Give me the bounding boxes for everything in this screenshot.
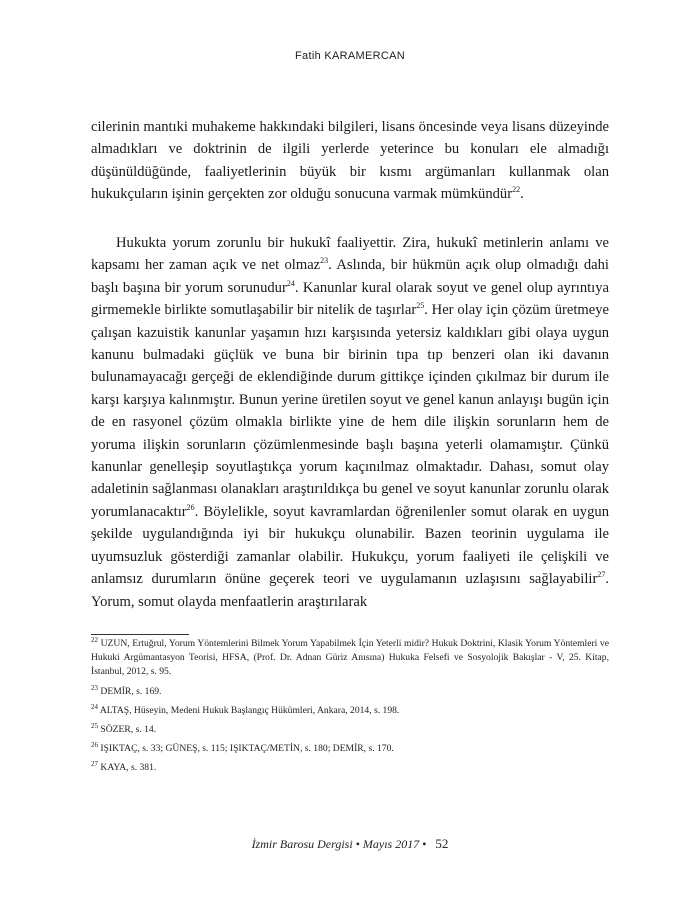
paragraph-2-sentence-1: Hukukta yorum zorunlu bir hukukî faaliyettir. Zira, hukukî metinlerin anlamı ve kapsamı her zaman açık ve net olmaz — [91, 235, 609, 274]
footnote-number: 26 — [91, 741, 98, 750]
footnote-text: IŞIKTAÇ, s. 33; GÜNEŞ, s. 115; IŞIKTAÇ/METİN, s. 180; DEMİR, s. 170. — [100, 743, 394, 755]
footnotes — [91, 637, 609, 781]
footnote-27 — [91, 761, 609, 775]
footer-separator: • — [355, 837, 360, 851]
page-footer — [0, 836, 700, 852]
footnote-divider — [91, 634, 189, 635]
footnote-ref-26[interactable]: 26 — [186, 503, 195, 513]
footnote-number: 23 — [91, 683, 98, 692]
footer-journal: İzmir Barosu Dergisi — [251, 837, 353, 851]
footnote-text: UZUN, Ertuğrul, Yorum Yöntemlerini Bilmek Yorum Yapabilmek İçin Yeterli midir? Hukuk Doktrini, Klasik Yorum Yöntemleri ve Hukuki Argümantasyon Teorisi, HFSA, (Prof. Dr. Adnan Güriz Anısına) Hukuka Felsefi ve Sosyolojik Bakışlar - V, 25. Kitap, İstanbul, 2012, s. 95. — [91, 638, 609, 678]
paragraph-2-sentence-4: . Her olay için çözüm üretmeye çalışan kazuistik kanunlar yaşamın hızı karşısında yetersiz kaldıkları gibi olaya uygun kanunu bulmadaki güçlük ve buna bir birinin tıpa tıp benzeri olan iki davanın bulunamayacağı gerçeği de eklendiğinde durum gittikçe içinden çıkılmaz bir durum ile karşı karşıya kalınmıştır. Bunun yerine üretilen soyut ve genel kanun anlayışı bugün için de en rasyonel çözüm olmakla birlikte yine de hem dile ilişkin sorunların hem de yoruma ilişkin sorunların çözümlenmesinde başlı başına yeterli olamamıştır. Çünkü kanunlar genelleşip soyutlaştıkça yorum kaçınılmaz olmaktadır. Dahası, somut olay adaletinin sağlanması olanakları araştırıldıkça bu genel ve soyut kanunlar zorunlu olarak yorumlanacaktır — [91, 302, 609, 520]
paragraph-2-sentence-3: . Kanunlar kural olarak soyut ve genel olup ayrıntıya girmemekle birlikte somutlaşabilir bir nitelik de taşırlar — [91, 279, 609, 319]
footnote-text: KAYA, s. 381. — [100, 762, 157, 774]
header-author: Fatih KARAMERCAN — [295, 50, 405, 62]
page-number: 52 — [435, 836, 449, 851]
paragraph-2-sentence-5: . Böylelikle, soyut kavramlardan öğrenilenler somut olarak en uygun şekilde uygulandığında iyi bir hukukçu olunabilir. Bazen teorinin uygulama ile uyumsuzluk gösterdiği zamanlar olabilir. Hukukçu, yorum faaliyeti ile çelişkili ve anlamsız durumların önüne geçerek teori ve uygulamanın uzlaşısını sağlayabilir — [91, 503, 609, 588]
footnote-22 — [91, 637, 609, 680]
footnote-number: 25 — [91, 721, 98, 730]
footnote-number: 27 — [91, 760, 98, 769]
footer-separator: • — [422, 837, 427, 851]
footnote-ref-22[interactable]: 22 — [512, 185, 521, 195]
footnote-25 — [91, 723, 609, 737]
footer-issue: Mayıs 2017 — [362, 837, 420, 851]
paragraph-1 — [91, 116, 609, 206]
footnote-ref-24[interactable]: 24 — [286, 278, 295, 288]
footnote-text: SÖZER, s. 14. — [100, 724, 157, 736]
footnote-ref-27[interactable]: 27 — [597, 570, 606, 580]
footnote-number: 22 — [91, 635, 98, 644]
paragraph-2-sentence-6: . Yorum, somut olayda menfaatlerin araştırılarak — [91, 571, 609, 610]
paragraph-2 — [91, 232, 609, 613]
footnote-text: DEMİR, s. 169. — [100, 685, 162, 697]
footnote-text: ALTAŞ, Hüseyin, Medeni Hukuk Başlangıç Hükümleri, Ankara, 2014, s. 198. — [99, 704, 400, 716]
paragraph-1-text: cilerinin mantıki muhakeme hakkındaki bilgileri, lisans öncesinde veya lisans düzeyinde almadıkları ve doktrinin de ilgili yerlerde yeterince bu konuları ele almadığı düşünüldüğünde, faaliyetlerinin büyük bir kısmı argümanları kullanmak olan hukukçuların işinin gerçekten zor olduğu sonucuna varmak mümkündür — [91, 119, 609, 203]
footnote-23 — [91, 685, 609, 699]
footnote-number: 24 — [91, 702, 98, 711]
footnote-24 — [91, 704, 609, 718]
running-header — [0, 50, 700, 62]
paragraph-1-end: . — [520, 186, 524, 203]
paragraph-2-sentence-2: . Aslında, bir hükmün açık olup olmadığı dahi başlı başına bir yorum sorunudur — [91, 257, 609, 296]
footnote-ref-25[interactable]: 25 — [416, 301, 425, 311]
footnote-ref-23[interactable]: 23 — [320, 256, 329, 266]
footnote-26 — [91, 742, 609, 756]
